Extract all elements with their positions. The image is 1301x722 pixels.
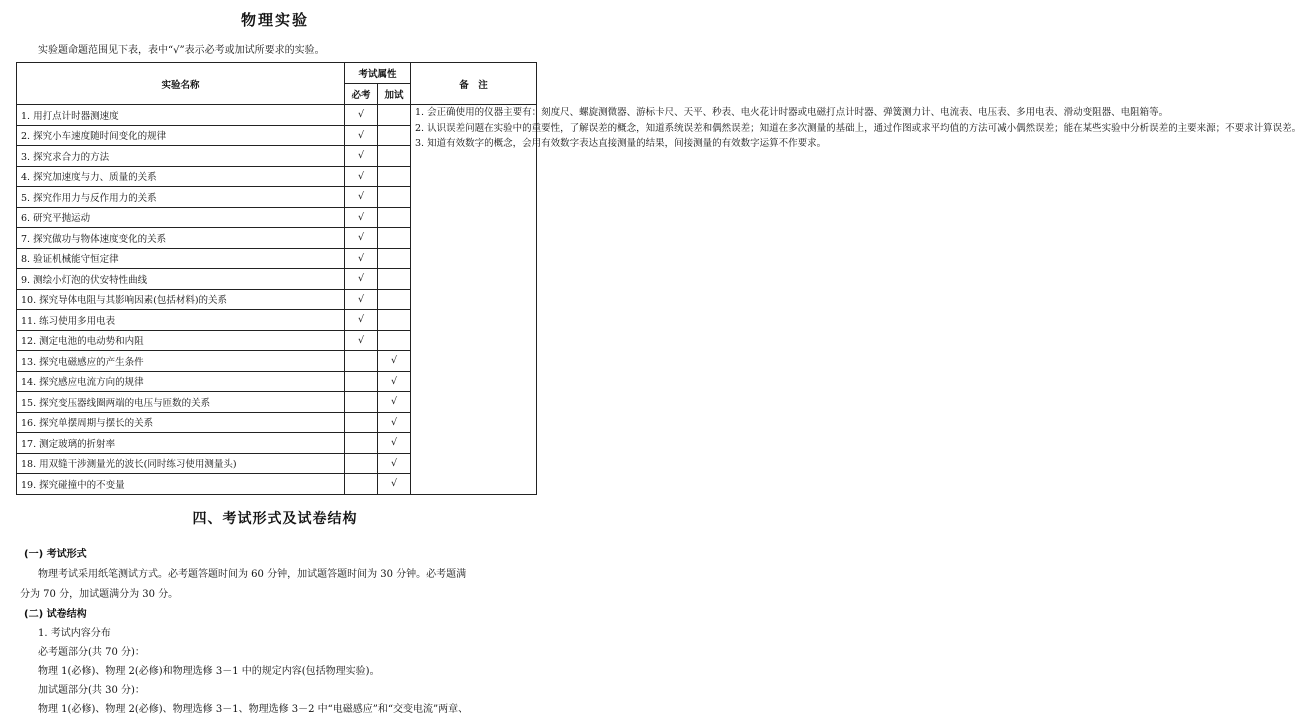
content-distribution-item: 1. 考试内容分布 bbox=[38, 628, 111, 639]
required-check-cell: √ bbox=[345, 105, 378, 126]
experiment-name-cell: 12. 测定电池的电动势和内阻 bbox=[17, 330, 345, 351]
extra-check-cell bbox=[378, 228, 411, 249]
required-check-cell bbox=[345, 351, 378, 372]
extra-check-cell: √ bbox=[378, 351, 411, 372]
header-experiment-name: 实验名称 bbox=[17, 63, 345, 105]
experiment-name-cell: 14. 探究感应电流方向的规律 bbox=[17, 371, 345, 392]
required-check-cell: √ bbox=[345, 228, 378, 249]
subsection-exam-format: (一) 考试形式 bbox=[24, 549, 87, 560]
required-check-cell bbox=[345, 392, 378, 413]
required-part-line: 必考题部分(共 70 分)： bbox=[38, 647, 145, 658]
experiment-name-cell: 18. 用双缝干涉测量光的波长(同时练习使用测量头) bbox=[17, 453, 345, 474]
extra-check-cell: √ bbox=[378, 433, 411, 454]
required-check-cell bbox=[345, 433, 378, 454]
experiment-name-cell: 17. 测定玻璃的折射率 bbox=[17, 433, 345, 454]
experiment-table bbox=[16, 62, 1301, 495]
experiment-name-cell: 19. 探究碰撞中的不变量 bbox=[17, 474, 345, 495]
extra-check-cell: √ bbox=[378, 392, 411, 413]
experiment-name-cell: 11. 练习使用多用电表 bbox=[17, 310, 345, 331]
experiment-name-cell: 1. 用打点计时器测速度 bbox=[17, 105, 345, 126]
required-check-cell: √ bbox=[345, 187, 378, 208]
remark-item: 3. 知道有效数字的概念，会用有效数字表达直接测量的结果，间接测量的有效数字运算不作要求。 bbox=[415, 138, 827, 149]
extra-check-cell bbox=[378, 125, 411, 146]
header-remarks: 备 注 bbox=[411, 63, 537, 105]
header-exam-attribute: 考试属性 bbox=[345, 63, 411, 84]
extra-check-cell: √ bbox=[378, 412, 411, 433]
intro-text: 实验题命题范围见下表，表中“√”表示必考或加试所要求的实验。 bbox=[38, 45, 325, 56]
required-check-cell: √ bbox=[345, 146, 378, 167]
subsection-paper-structure: (二) 试卷结构 bbox=[24, 609, 87, 620]
remark-item: 2. 认识误差问题在实验中的重要性，了解误差的概念，知道系统误差和偶然误差；知道在多次测量的基础上，通过作图或求平均值的方法可减小偶然误差；能在某些实验中分析误差的主要来源；不要求计算误差。 bbox=[415, 122, 1301, 134]
required-check-cell bbox=[345, 474, 378, 495]
required-part-content: 物理 1(必修)、物理 2(必修)和物理选修 3－1 中的规定内容(包括物理实验)。 bbox=[38, 666, 380, 677]
table-row bbox=[17, 105, 537, 126]
experiment-name-cell: 8. 验证机械能守恒定律 bbox=[17, 248, 345, 269]
required-check-cell: √ bbox=[345, 248, 378, 269]
experiment-name-cell: 3. 探究求合力的方法 bbox=[17, 146, 345, 167]
header-extra: 加试 bbox=[378, 84, 411, 105]
extra-check-cell bbox=[378, 207, 411, 228]
required-check-cell: √ bbox=[345, 207, 378, 228]
experiment-name-cell: 5. 探究作用力与反作用力的关系 bbox=[17, 187, 345, 208]
experiment-name-cell: 4. 探究加速度与力、质量的关系 bbox=[17, 166, 345, 187]
extra-check-cell: √ bbox=[378, 453, 411, 474]
required-check-cell bbox=[345, 371, 378, 392]
experiment-name-cell: 2. 探究小车速度随时间变化的规律 bbox=[17, 125, 345, 146]
extra-check-cell bbox=[378, 187, 411, 208]
table-body bbox=[17, 105, 1301, 495]
header-required: 必考 bbox=[345, 84, 378, 105]
experiment-name-cell: 13. 探究电磁感应的产生条件 bbox=[17, 351, 345, 372]
extra-check-cell bbox=[378, 105, 411, 126]
extra-part-line: 加试题部分(共 30 分)： bbox=[38, 685, 145, 696]
remarks-cell bbox=[411, 105, 1301, 495]
extra-check-cell: √ bbox=[378, 474, 411, 495]
experiment-name-cell: 15. 探究变压器线圈两端的电压与匝数的关系 bbox=[17, 392, 345, 413]
extra-check-cell bbox=[378, 166, 411, 187]
remark-item: 1. 会正确使用的仪器主要有：刻度尺、螺旋测微器、游标卡尺、天平、秒表、电火花计时器或电磁打点计时器、弹簧测力计、电流表、电压表、多用电表、滑动变阻器、电阻箱等。 bbox=[415, 107, 1169, 118]
required-check-cell: √ bbox=[345, 166, 378, 187]
experiment-name-cell: 9. 测绘小灯泡的伏安特性曲线 bbox=[17, 269, 345, 290]
section-title: 四、考试形式及试卷结构 bbox=[192, 511, 358, 527]
required-check-cell: √ bbox=[345, 330, 378, 351]
required-check-cell: √ bbox=[345, 289, 378, 310]
experiment-name-cell: 16. 探究单摆周期与摆长的关系 bbox=[17, 412, 345, 433]
required-check-cell bbox=[345, 412, 378, 433]
extra-check-cell bbox=[378, 248, 411, 269]
required-check-cell bbox=[345, 453, 378, 474]
page-title: 物理实验 bbox=[240, 11, 309, 29]
experiment-name-cell: 10. 探究导体电阻与其影响因素(包括材料)的关系 bbox=[17, 289, 345, 310]
extra-check-cell bbox=[378, 310, 411, 331]
extra-check-cell bbox=[378, 146, 411, 167]
paragraph-line: 物理考试采用纸笔测试方式。必考题答题时间为 60 分钟，加试题答题时间为 30 分钟。必考题满 bbox=[38, 569, 467, 580]
extra-check-cell bbox=[378, 330, 411, 351]
extra-check-cell bbox=[378, 269, 411, 290]
extra-check-cell bbox=[378, 289, 411, 310]
required-check-cell: √ bbox=[345, 125, 378, 146]
extra-check-cell: √ bbox=[378, 371, 411, 392]
required-check-cell: √ bbox=[345, 310, 378, 331]
experiment-name-cell: 7. 探究做功与物体速度变化的关系 bbox=[17, 228, 345, 249]
extra-part-content: 物理 1(必修)、物理 2(必修)、物理选修 3－1、物理选修 3－2 中“电磁感应”和“交变电流”两章、 bbox=[38, 704, 469, 715]
paragraph-line: 分为 70 分，加试题满分为 30 分。 bbox=[20, 589, 179, 600]
experiment-name-cell: 6. 研究平抛运动 bbox=[17, 207, 345, 228]
required-check-cell: √ bbox=[345, 269, 378, 290]
